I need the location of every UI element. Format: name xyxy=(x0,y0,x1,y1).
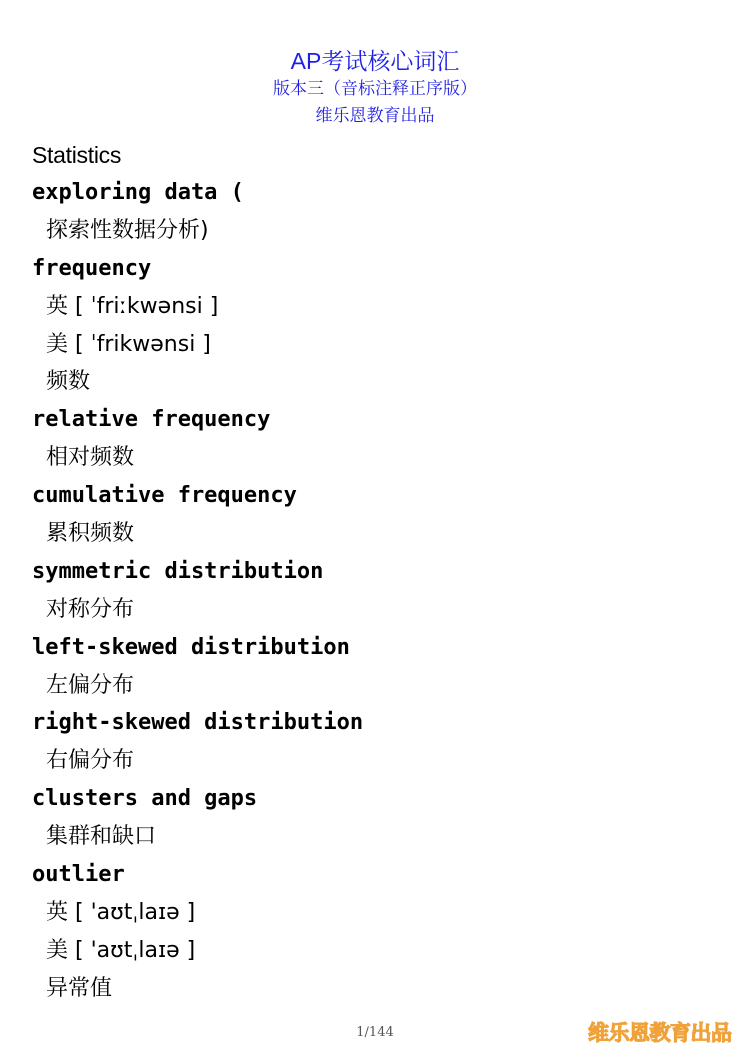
vocab-term: relative frequency xyxy=(32,407,271,433)
vocab-definition-line: 美 [ ˈfrikwənsi ] xyxy=(46,331,211,357)
vocab-entry xyxy=(32,780,730,856)
document-header xyxy=(0,46,750,130)
page-number: 1/144 xyxy=(356,1025,394,1040)
vocab-definition-line: 频数 xyxy=(46,369,91,395)
vocab-term: cumulative frequency xyxy=(32,482,297,508)
vocab-entry xyxy=(32,477,730,553)
vocab-entry xyxy=(32,174,730,250)
vocab-entry xyxy=(32,553,730,629)
document-title: AP考试核心词汇 xyxy=(290,48,460,74)
document-subtitle: 版本三（音标注释正序版） xyxy=(273,79,477,99)
vocab-definition-line: 美 [ 'aʊtˌlaɪə ] xyxy=(46,937,196,963)
vocab-definition-line: 对称分布 xyxy=(46,596,135,622)
vocab-term: symmetric distribution xyxy=(32,558,324,584)
vocab-term: frequency xyxy=(32,255,152,281)
vocab-term: right-skewed distribution xyxy=(32,710,364,736)
entries-container xyxy=(32,174,730,1007)
vocabulary-list xyxy=(32,137,730,1007)
vocab-definition-line: 英 [ 'aʊtˌlaɪə ] xyxy=(46,899,196,925)
vocab-definition-line: 集群和缺口 xyxy=(46,824,157,850)
vocab-definition-line: 相对频数 xyxy=(46,445,135,471)
vocab-entry xyxy=(32,856,730,1007)
vocab-term: exploring data ( xyxy=(32,180,244,205)
vocab-entry xyxy=(32,704,730,780)
vocab-definition-line: 右偏分布 xyxy=(46,748,135,774)
vocab-term: left-skewed distribution xyxy=(32,634,350,660)
section-heading: Statistics xyxy=(32,142,122,168)
vocab-definition-line: 左偏分布 xyxy=(46,672,135,698)
document-publisher: 维乐恩教育出品 xyxy=(315,106,435,126)
vocab-term: clusters and gaps xyxy=(32,786,258,812)
vocab-term: outlier xyxy=(32,861,125,887)
vocab-entry xyxy=(32,250,730,401)
vocab-definition-line: 探索性数据分析) xyxy=(46,218,209,243)
vocab-definition-line: 英 [ ˈfriːkwənsi ] xyxy=(46,293,219,319)
watermark-logo: 维乐恩教育出品 xyxy=(588,1021,732,1045)
vocab-definition-line: 异常值 xyxy=(46,975,113,1001)
vocab-entry xyxy=(32,401,730,477)
vocab-definition-line: 累积频数 xyxy=(46,520,135,546)
vocab-entry xyxy=(32,629,730,705)
